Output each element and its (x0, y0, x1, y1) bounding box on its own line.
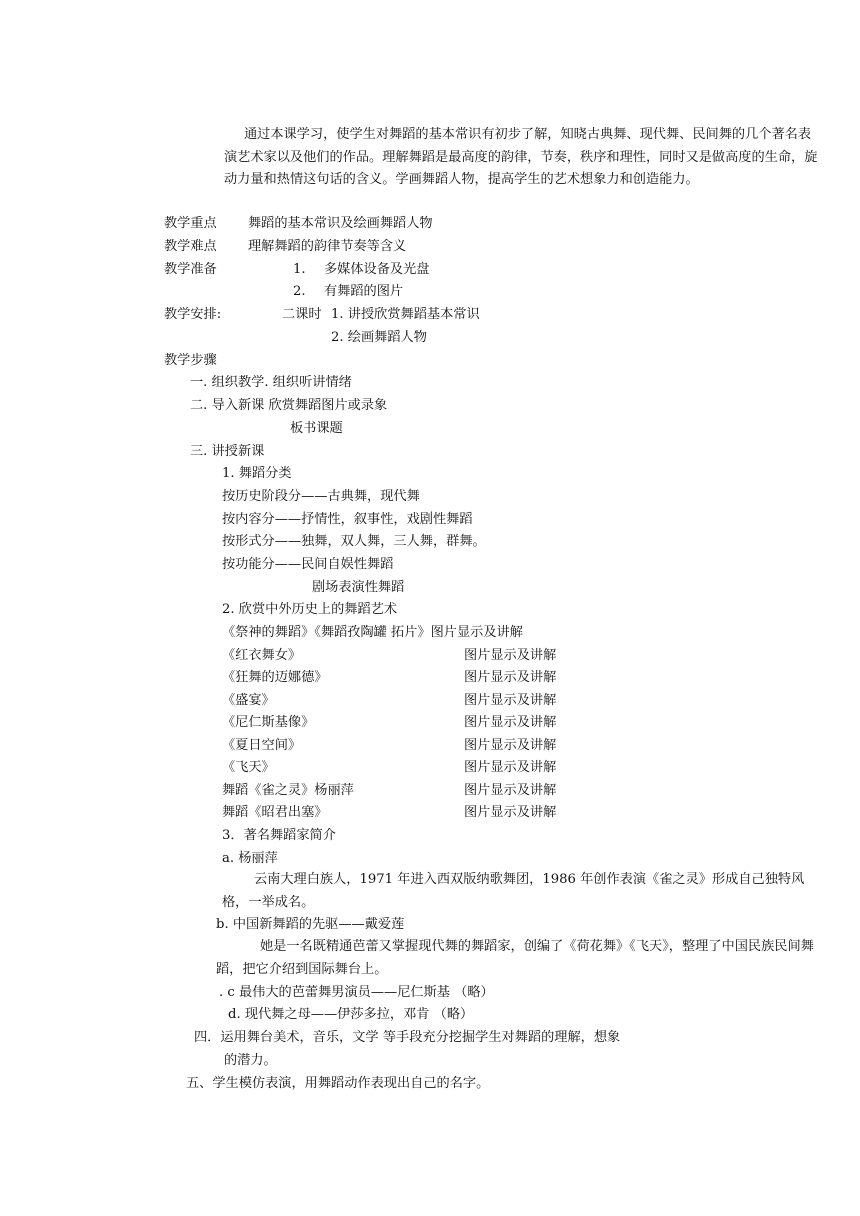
preparation-label: 教学准备 (164, 262, 217, 277)
step-5: 五、学生模仿表演，用舞蹈动作表现出自己的名字。 (186, 1076, 490, 1091)
difficulties-value: 理解舞蹈的韵律节奏等含义 (248, 239, 407, 254)
step-2-board-title: 板书课题 (290, 421, 343, 436)
step-4: 四．运用舞台美术，音乐，文学 等手段充分挖掘学生对舞蹈的理解，想象 (194, 1030, 621, 1045)
classification-line: 按历史阶段分——古典舞，现代舞 (222, 489, 420, 504)
sub1-heading: 1. 舞蹈分类 (222, 466, 292, 481)
work-note: 图片显示及讲解 (464, 738, 557, 753)
work-note: 图片显示及讲解 (464, 783, 557, 798)
preparation-item-num: 2. (293, 284, 306, 299)
dancer-a-text: 云南大理白族人，1971 年进入西双版纳歌舞团，1986 年创作表演《雀之灵》形成自己独特风格，一举成名。 (222, 872, 805, 910)
arrangement-label: 教学安排: (164, 307, 222, 322)
classification-line: 按内容分——抒情性，叙事性，戏剧性舞蹈 (222, 512, 473, 527)
dancer-a-title: a. 杨丽萍 (222, 851, 278, 866)
dancer-d: d. 现代舞之母——伊莎多拉，邓肯 （略） (228, 1007, 474, 1022)
work-title: 《夏日空间》 (222, 738, 302, 753)
step-2: 二. 导入新课 欣赏舞蹈图片或录象 (190, 398, 388, 413)
work-note: 图片显示及讲解 (464, 760, 557, 775)
work-title: 《狂舞的迈娜德》 (222, 670, 328, 685)
step-4-continued: 的潜力。 (224, 1053, 277, 1068)
objectives-paragraph: 通过本课学习，使学生对舞蹈的基本常识有初步了解，知晓古典舞、现代舞、民间舞的几个著名表演艺术家以及他们的作品。理解舞蹈是最高度的韵律，节奏，秩序和理性，同时又是做高度的生命，旋动力量和热情这句话的含义。学画舞蹈人物，提高学生的艺术想象力和创造能力。 (224, 127, 818, 187)
preparation-item: 多媒体设备及光盘 (324, 262, 430, 277)
step-1: 一. 组织教学. 组织听讲情绪 (190, 375, 352, 390)
difficulties-label: 教学难点 (164, 239, 217, 254)
work-title: 《红衣舞女》 (222, 648, 302, 663)
arrangement-item: 2. 绘画舞蹈人物 (331, 330, 427, 345)
preparation-item-num: 1. (293, 262, 306, 277)
classification-extra: 剧场表演性舞蹈 (312, 580, 405, 595)
work-note: 图片显示及讲解 (464, 670, 557, 685)
work-note: 图片显示及讲解 (464, 648, 557, 663)
sub3-heading: 3．著名舞蹈家简介 (222, 828, 336, 843)
key-points-value: 舞蹈的基本常识及绘画舞蹈人物 (248, 216, 433, 231)
work-note: 图片显示及讲解 (464, 693, 557, 708)
sub2-heading: 2. 欣赏中外历史上的舞蹈艺术 (222, 602, 398, 617)
work-title: 《盛宴》 (222, 693, 275, 708)
arrangement-item: 1. 讲授欣赏舞蹈基本常识 (331, 307, 480, 322)
steps-label: 教学步骤 (164, 353, 217, 368)
arrangement-periods: 二课时 (282, 307, 322, 322)
step-3: 三. 讲授新课 (190, 444, 265, 459)
work-note: 图片显示及讲解 (464, 805, 557, 820)
dancer-b-text: 她是一名既精通芭蕾又掌握现代舞的舞蹈家，创编了《荷花舞》《飞天》，整理了中国民族民间舞蹈，把它介绍到国际舞台上。 (216, 939, 814, 977)
dancer-b-title: b. 中国新舞蹈的先驱——戴爱莲 (216, 917, 405, 932)
preparation-item: 有舞蹈的图片 (324, 284, 404, 299)
key-points-label: 教学重点 (164, 216, 217, 231)
work-title: 《尼仁斯基像》 (222, 715, 315, 730)
classification-line: 按形式分——独舞，双人舞，三人舞，群舞。 (222, 534, 486, 549)
dancer-c: . c 最伟大的芭蕾舞男演员——尼仁斯基 （略） (219, 985, 494, 1000)
works-first-line: 《祭神的舞蹈》《舞蹈孜陶罐 拓片》图片显示及讲解 (222, 625, 523, 640)
work-title: 舞蹈《昭君出塞》 (222, 805, 328, 820)
work-note: 图片显示及讲解 (464, 715, 557, 730)
classification-line: 按功能分——民间自娱性舞蹈 (222, 557, 394, 572)
work-title: 舞蹈《雀之灵》杨丽萍 (222, 783, 354, 798)
work-title: 《飞天》 (222, 760, 275, 775)
